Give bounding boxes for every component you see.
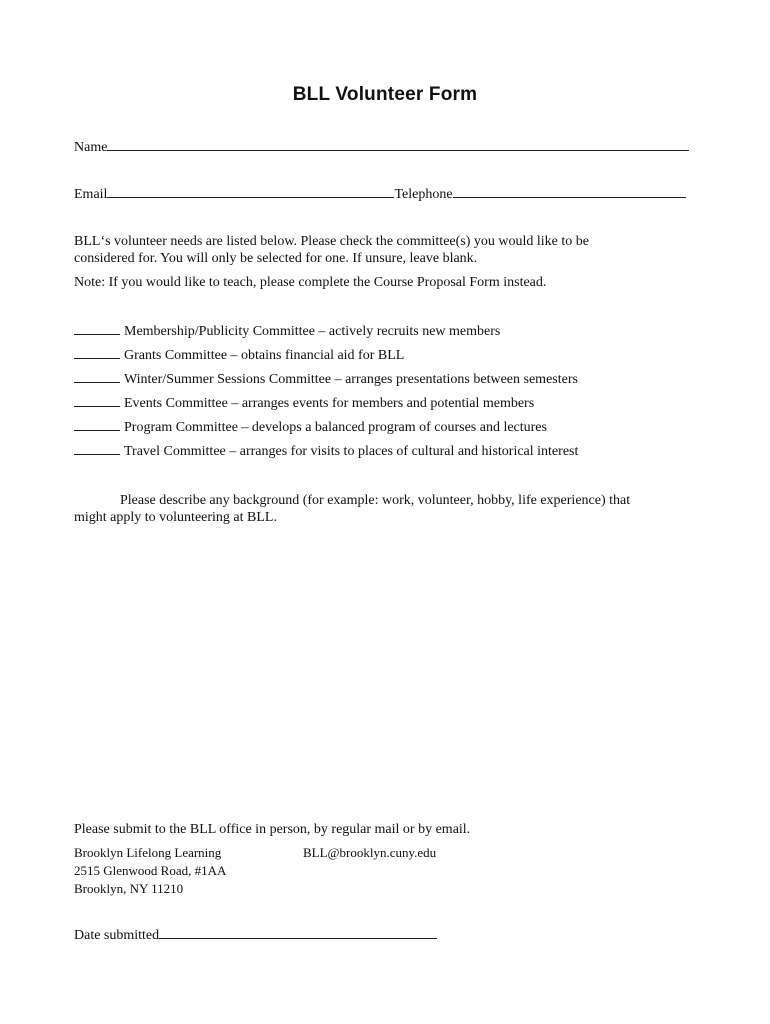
intro-line: BLL‘s volunteer needs are listed below. Please check the committee(s) you would like to be bbox=[74, 234, 589, 249]
date-field[interactable] bbox=[159, 925, 437, 939]
background-response-area[interactable] bbox=[74, 536, 694, 806]
name-label: Name bbox=[74, 140, 108, 155]
name-row bbox=[74, 137, 689, 157]
committee-item bbox=[74, 442, 578, 461]
name-field[interactable] bbox=[107, 137, 689, 151]
submit-instructions: Please submit to the BLL office in person, by regular mail or by email. bbox=[74, 822, 471, 837]
committee-check-blank[interactable] bbox=[74, 346, 120, 359]
form-title: BLL Volunteer Form bbox=[292, 84, 478, 105]
committee-label: Travel Committee – arranges for visits to places of cultural and historical interest bbox=[124, 444, 579, 459]
committee-item bbox=[74, 370, 578, 389]
address-city: Brooklyn, NY 11210 bbox=[74, 881, 184, 896]
committee-item bbox=[74, 418, 547, 437]
committee-item bbox=[74, 394, 534, 413]
contact-email[interactable]: BLL@brooklyn.cuny.edu bbox=[303, 845, 437, 860]
committee-label: Events Committee – arranges events for members and potential members bbox=[124, 396, 535, 411]
committee-check-blank[interactable] bbox=[74, 394, 120, 407]
email-field[interactable] bbox=[107, 184, 394, 198]
background-prompt bbox=[74, 492, 694, 526]
committee-check-blank[interactable] bbox=[74, 418, 120, 431]
committee-check-blank[interactable] bbox=[74, 370, 120, 383]
committee-item bbox=[74, 346, 404, 365]
committee-check-blank[interactable] bbox=[74, 322, 120, 335]
committee-label: Winter/Summer Sessions Committee – arranges presentations between semesters bbox=[124, 372, 578, 387]
background-line: Please describe any background (for example: work, volunteer, hobby, life experience) that bbox=[120, 493, 631, 508]
note-text: Note: If you would like to teach, please complete the Course Proposal Form instead. bbox=[74, 275, 547, 290]
email-telephone-row bbox=[74, 184, 686, 204]
address-street: 2515 Glenwood Road, #1AA bbox=[74, 863, 227, 878]
intro-line: considered for. You will only be selected for one. If unsure, leave blank. bbox=[74, 251, 478, 266]
telephone-label: Telephone bbox=[394, 187, 453, 202]
committee-label: Program Committee – develops a balanced program of courses and lectures bbox=[124, 420, 547, 435]
date-label: Date submitted bbox=[74, 928, 160, 943]
email-label: Email bbox=[74, 187, 108, 202]
address-block bbox=[74, 844, 226, 898]
intro-paragraph bbox=[74, 233, 694, 267]
committee-label: Grants Committee – obtains financial aid for BLL bbox=[124, 348, 405, 363]
committee-label: Membership/Publicity Committee – actively recruits new members bbox=[124, 324, 501, 339]
background-line: might apply to volunteering at BLL. bbox=[74, 510, 277, 525]
address-org: Brooklyn Lifelong Learning bbox=[74, 845, 222, 860]
date-row bbox=[74, 925, 437, 945]
committee-item bbox=[74, 322, 500, 341]
committee-check-blank[interactable] bbox=[74, 442, 120, 455]
telephone-field[interactable] bbox=[453, 184, 686, 198]
